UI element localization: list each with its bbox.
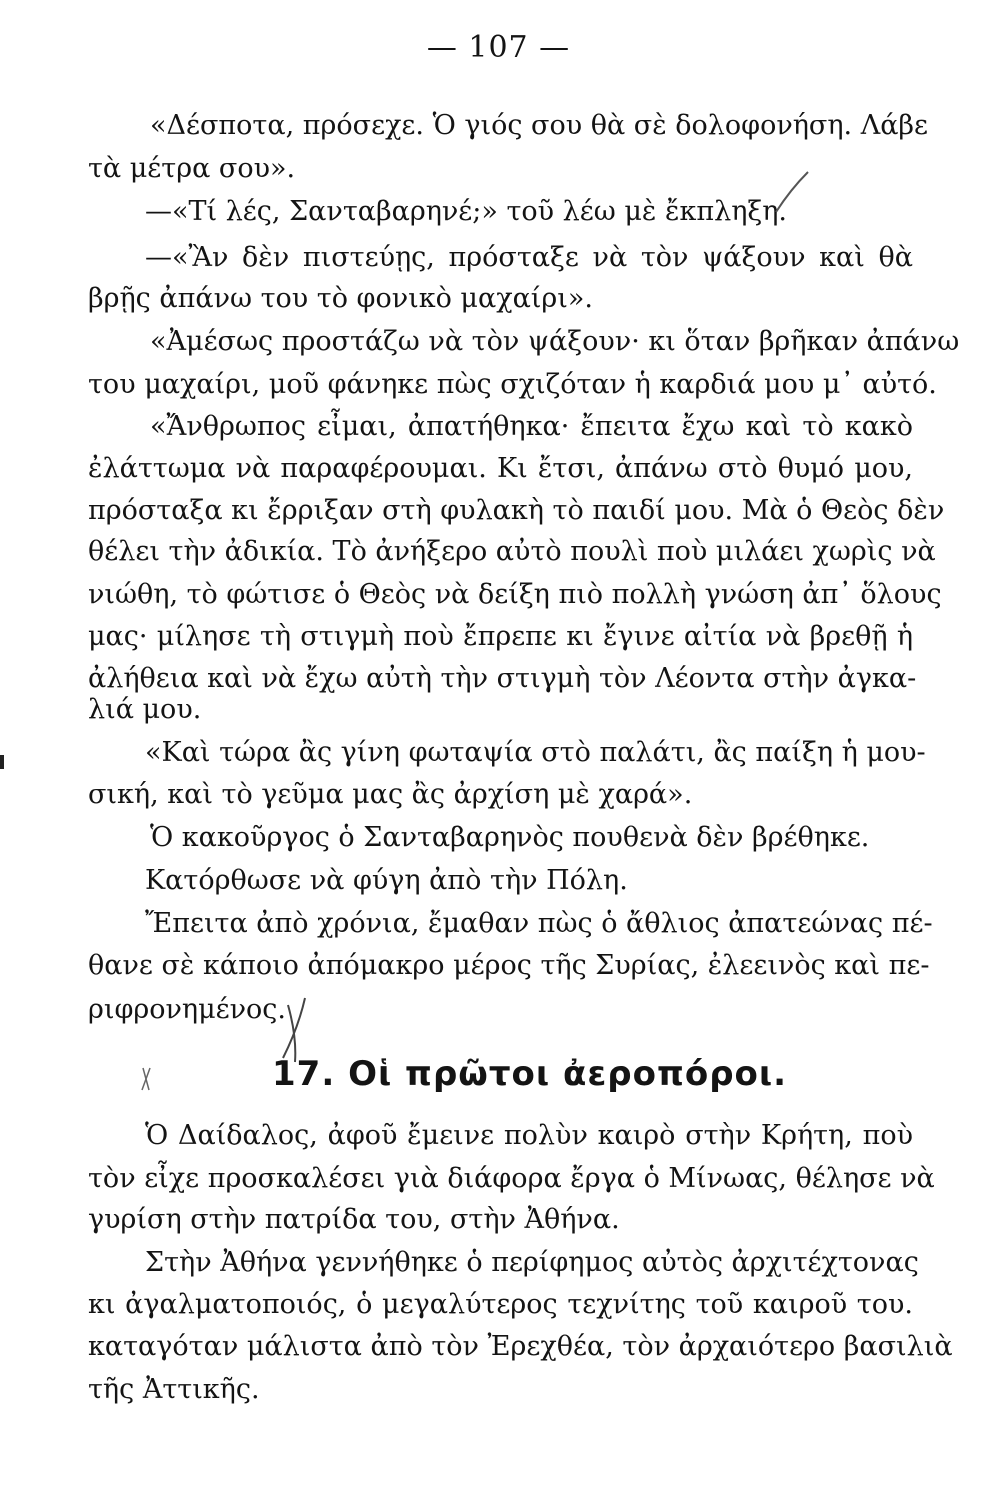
chapter-heading: 17. Οἱ πρῶτοι ἀεροπόροι. <box>272 1054 788 1094</box>
text-line: πρόσταξα κι ἔρριξαν στὴ φυλακὴ τὸ παιδί μου. Μὰ ὁ Θεὸς δὲν <box>88 495 945 526</box>
pencil-stroke-icon <box>142 1068 150 1090</box>
text-line: τῆς Ἀττικῆς. <box>88 1374 260 1405</box>
text-line: ἀλήθεια καὶ νὰ ἔχω αὐτὴ τὴν στιγμὴ τὸν Λέοντα στὴν ἀγκα- <box>88 663 917 694</box>
text-line: «Δέσποτα, πρόσεχε. Ὁ γιός σου θὰ σὲ δολοφονήση. Λάβε <box>150 110 929 141</box>
pencil-stroke-icon <box>143 1068 149 1090</box>
text-line: Κατόρθωσε νὰ φύγη ἀπὸ τὴν Πόλη. <box>145 865 628 896</box>
text-line: «Ἀμέσως προστάζω νὰ τὸν ψάξουν· κι ὅταν βρῆκαν ἀπάνω <box>150 326 960 357</box>
text-line: γυρίση στὴν πατρίδα του, στὴν Ἀθήνα. <box>88 1204 620 1235</box>
text-line: καταγόταν μάλιστα ἀπὸ τὸν Ἐρεχθέα, τὸν ἀρχαιότερο βασιλιὰ <box>88 1331 953 1362</box>
text-line: θέλει τὴν ἀδικία. Τὸ ἀνήξερο αὐτὸ πουλὶ ποὺ μιλάει χωρὶς νὰ <box>88 536 936 567</box>
text-line: λιά μου. <box>88 694 202 725</box>
text-line: θανε σὲ κάποιο ἀπόμακρο μέρος τῆς Συρίας, ἐλεεινὸς καὶ πε- <box>88 950 930 981</box>
text-line: ἐλάττωμα νὰ παραφέρουμαι. Κι ἔτσι, ἀπάνω στὸ θυμό μου, <box>88 453 913 484</box>
text-line: βρῇς ἀπάνω του τὸ φονικὸ μαχαίρι». <box>88 283 593 314</box>
text-line: Ὁ Δαίδαλος, ἀφοῦ ἔμεινε πολὺν καιρὸ στὴν Κρήτη, ποὺ <box>145 1120 913 1151</box>
text-line: τὸν εἶχε προσκαλέσει γιὰ διάφορα ἔργα ὁ Μίνωας, θέλησε νὰ <box>88 1163 935 1194</box>
text-line: νιώθη, τὸ φώτισε ὁ Θεὸς νὰ δείξη πιὸ πολλὴ γνώση ἀπ᾽ ὅλους <box>88 579 942 610</box>
text-line: Ἔπειτα ἀπὸ χρόνια, ἔμαθαν πὼς ὁ ἄθλιος ἀπατεώνας πέ- <box>145 908 933 939</box>
text-line: Ὁ κακοῦργος ὁ Σανταβαρηνὸς πουθενὰ δὲν βρέθηκε. <box>150 822 870 853</box>
text-line: —«Ἂν δὲν πιστεύῃς, πρόσταξε νὰ τὸν ψάξουν καὶ θὰ <box>145 242 913 273</box>
text-line: Στὴν Ἀθήνα γεννήθηκε ὁ περίφημος αὐτὸς ἀρχιτέχτονας <box>145 1247 919 1278</box>
text-line: μας· μίλησε τὴ στιγμὴ ποὺ ἔπρεπε κι ἔγινε αἰτία νὰ βρεθῇ ἡ <box>88 621 913 652</box>
text-line: «Ἄνθρωπος εἶμαι, ἀπατήθηκα· ἔπειτα ἔχω καὶ τὸ κακὸ <box>150 411 913 442</box>
text-line: ριφρονημένος. <box>88 994 286 1025</box>
text-line: σική, καὶ τὸ γεῦμα μας ἂς ἀρχίση μὲ χαρά». <box>88 779 693 810</box>
text-line: κι ἀγαλματοποιός, ὁ μεγαλύτερος τεχνίτης τοῦ καιροῦ του. <box>88 1289 913 1320</box>
text-line: «Καὶ τώρα ἂς γίνη φωταψία στὸ παλάτι, ἂς παίξη ἡ μου- <box>145 737 926 768</box>
scan-mark-icon <box>0 755 4 769</box>
text-line: του μαχαίρι, μοῦ φάνηκε πὼς σχιζόταν ἡ καρδιά μου μ᾽ αὐτό. <box>88 369 937 400</box>
text-line: τὰ μέτρα σου». <box>88 153 296 184</box>
page-number: — 107 — <box>426 30 571 65</box>
text-line: —«Τί λές, Σανταβαρηνέ;» τοῦ λέω μὲ ἔκπληξη. <box>145 196 788 227</box>
